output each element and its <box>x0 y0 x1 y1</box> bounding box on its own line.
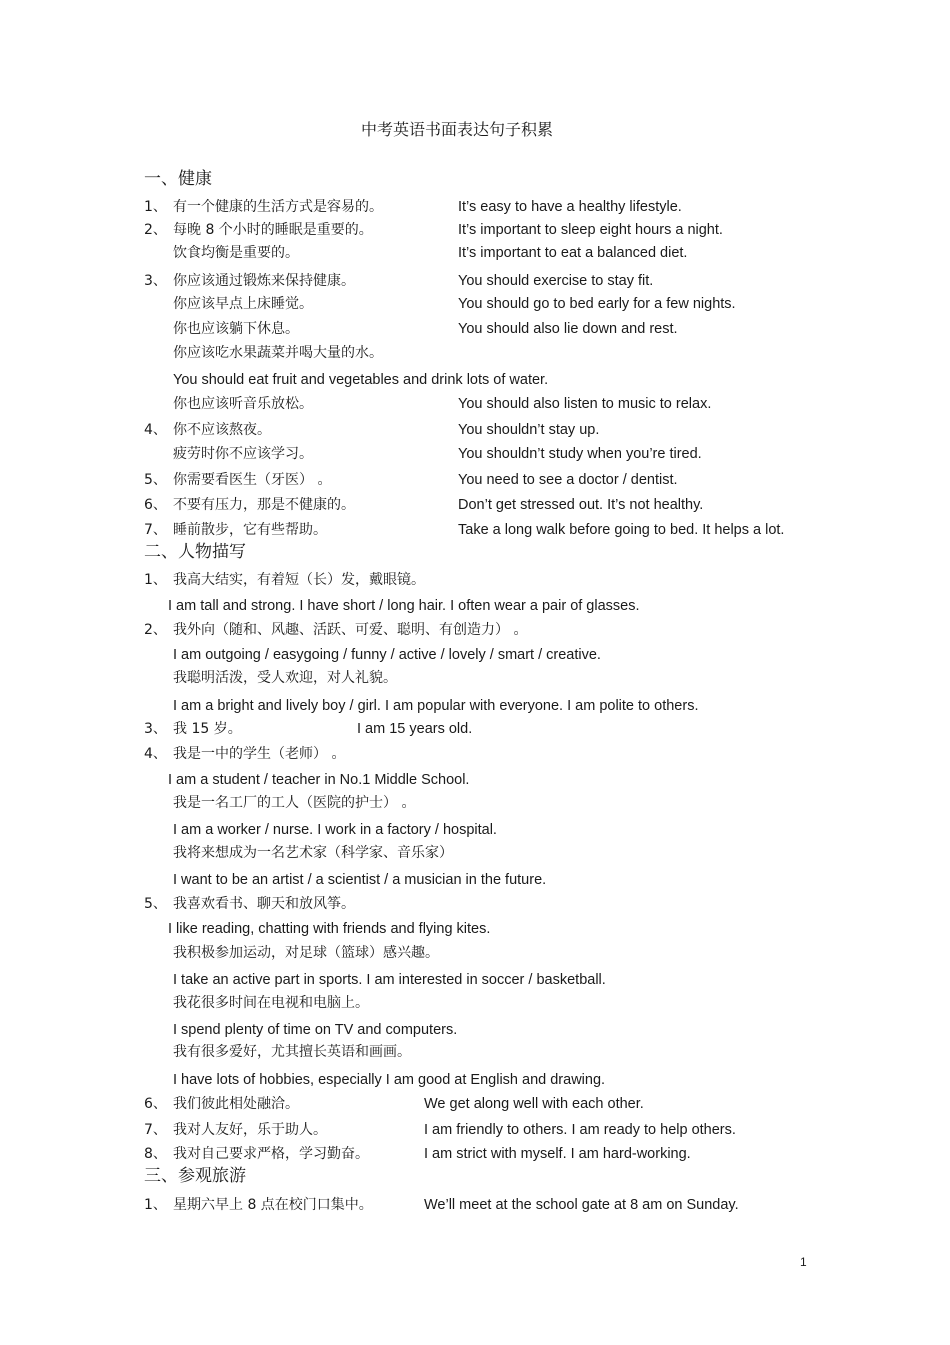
item-number: 7、 <box>144 1122 167 1138</box>
item-number: 8、 <box>144 1146 167 1162</box>
chinese-sentence: 我高大结实，有着短（长）发，戴眼镜。 <box>173 572 425 588</box>
chinese-sentence: 我是一中的学生（老师） 。 <box>173 746 346 762</box>
chinese-sentence: 你需要看医生（牙医） 。 <box>173 472 332 488</box>
english-sentence: We’ll meet at the school gate at 8 am on Sunday. <box>424 1197 739 1213</box>
chinese-sentence: 每晚 8 个小时的睡眠是重要的。 <box>173 222 373 238</box>
english-sentence: I am a worker / nurse. I work in a factory / hospital. <box>173 822 497 838</box>
chinese-sentence: 你应该通过锻炼来保持健康。 <box>173 273 355 289</box>
item-number: 4、 <box>144 422 167 438</box>
chinese-sentence: 你不应该熬夜。 <box>173 422 271 438</box>
item-number: 5、 <box>144 472 167 488</box>
english-sentence: It’s important to eat a balanced diet. <box>458 245 688 261</box>
chinese-sentence: 我外向（随和、风趣、活跃、可爱、聪明、有创造力） 。 <box>173 622 528 638</box>
chinese-sentence: 星期六早上 8 点在校门口集中。 <box>173 1197 373 1213</box>
item-number: 3、 <box>144 721 167 737</box>
chinese-sentence: 我们彼此相处融洽。 <box>173 1096 299 1112</box>
chinese-sentence: 我对自己要求严格，学习勤奋。 <box>173 1146 369 1162</box>
english-sentence: I am strict with myself. I am hard-working. <box>424 1146 691 1162</box>
item-number: 7、 <box>144 522 167 538</box>
chinese-sentence: 你也应该躺下休息。 <box>173 321 299 337</box>
page-title: 中考英语书面表达句子积累 <box>361 120 554 139</box>
chinese-sentence: 我是一名工厂的工人（医院的护士） 。 <box>173 795 416 811</box>
page-number: 1 <box>800 1255 807 1269</box>
chinese-sentence: 睡前散步，它有些帮助。 <box>173 522 327 538</box>
english-sentence: It’s easy to have a healthy lifestyle. <box>458 199 682 215</box>
chinese-sentence: 我 15 岁。 <box>173 721 242 737</box>
english-sentence: You should eat fruit and vegetables and drink lots of water. <box>173 372 549 388</box>
english-sentence: You should also listen to music to relax. <box>458 396 712 412</box>
english-sentence: I spend plenty of time on TV and computers. <box>173 1022 458 1038</box>
english-sentence: I want to be an artist / a scientist / a musician in the future. <box>173 872 547 888</box>
chinese-sentence: 我对人友好，乐于助人。 <box>173 1122 327 1138</box>
english-sentence: I am tall and strong. I have short / long hair. I often wear a pair of glasses. <box>168 598 640 614</box>
english-sentence: It’s important to sleep eight hours a night. <box>458 222 723 238</box>
item-number: 6、 <box>144 497 167 513</box>
chinese-sentence: 有一个健康的生活方式是容易的。 <box>173 199 383 215</box>
chinese-sentence: 我将来想成为一名艺术家（科学家、音乐家） <box>173 845 453 861</box>
chinese-sentence: 你应该吃水果蔬菜并喝大量的水。 <box>173 345 383 361</box>
english-sentence: I like reading, chatting with friends and flying kites. <box>168 921 491 937</box>
english-sentence: You need to see a doctor / dentist. <box>458 472 678 488</box>
item-number: 6、 <box>144 1096 167 1112</box>
chinese-sentence: 饮食均衡是重要的。 <box>173 245 299 261</box>
english-sentence: I have lots of hobbies, especially I am good at English and drawing. <box>173 1072 606 1088</box>
english-sentence: I am a student / teacher in No.1 Middle School. <box>168 772 470 788</box>
item-number: 1、 <box>144 572 167 588</box>
item-number: 1、 <box>144 1197 167 1213</box>
item-number: 2、 <box>144 222 167 238</box>
english-sentence: You should also lie down and rest. <box>458 321 678 337</box>
english-sentence: I am 15 years old. <box>357 721 473 737</box>
item-number: 5、 <box>144 896 167 912</box>
english-sentence: I am a bright and lively boy / girl. I am popular with everyone. I am polite to others. <box>173 698 699 714</box>
section-heading-travel: 三、参观旅游 <box>144 1166 246 1186</box>
chinese-sentence: 不要有压力，那是不健康的。 <box>173 497 355 513</box>
english-sentence: You should exercise to stay fit. <box>458 273 654 289</box>
chinese-sentence: 我有很多爱好，尤其擅长英语和画画。 <box>173 1044 411 1060</box>
chinese-sentence: 我聪明活泼，受人欢迎，对人礼貌。 <box>173 670 397 686</box>
chinese-sentence: 你也应该听音乐放松。 <box>173 396 313 412</box>
english-sentence: Don’t get stressed out. It’s not healthy. <box>458 497 704 513</box>
item-number: 3、 <box>144 273 167 289</box>
section-heading-health: 一、健康 <box>144 169 212 189</box>
section-heading-character: 二、人物描写 <box>144 542 246 562</box>
english-sentence: You shouldn’t study when you’re tired. <box>458 446 702 462</box>
english-sentence: I take an active part in sports. I am interested in soccer / basketball. <box>173 972 606 988</box>
english-sentence: You shouldn’t stay up. <box>458 422 600 438</box>
english-sentence: Take a long walk before going to bed. It helps a lot. <box>458 522 785 538</box>
item-number: 1、 <box>144 199 167 215</box>
chinese-sentence: 疲劳时你不应该学习。 <box>173 446 313 462</box>
english-sentence: I am friendly to others. I am ready to help others. <box>424 1122 736 1138</box>
english-sentence: You should go to bed early for a few nights. <box>458 296 736 312</box>
chinese-sentence: 我花很多时间在电视和电脑上。 <box>173 995 369 1011</box>
chinese-sentence: 我喜欢看书、聊天和放风筝。 <box>173 896 355 912</box>
item-number: 2、 <box>144 622 167 638</box>
item-number: 4、 <box>144 746 167 762</box>
chinese-sentence: 你应该早点上床睡觉。 <box>173 296 313 312</box>
english-sentence: I am outgoing / easygoing / funny / active / lovely / smart / creative. <box>173 647 601 663</box>
english-sentence: We get along well with each other. <box>424 1096 644 1112</box>
chinese-sentence: 我积极参加运动，对足球（篮球）感兴趣。 <box>173 945 439 961</box>
